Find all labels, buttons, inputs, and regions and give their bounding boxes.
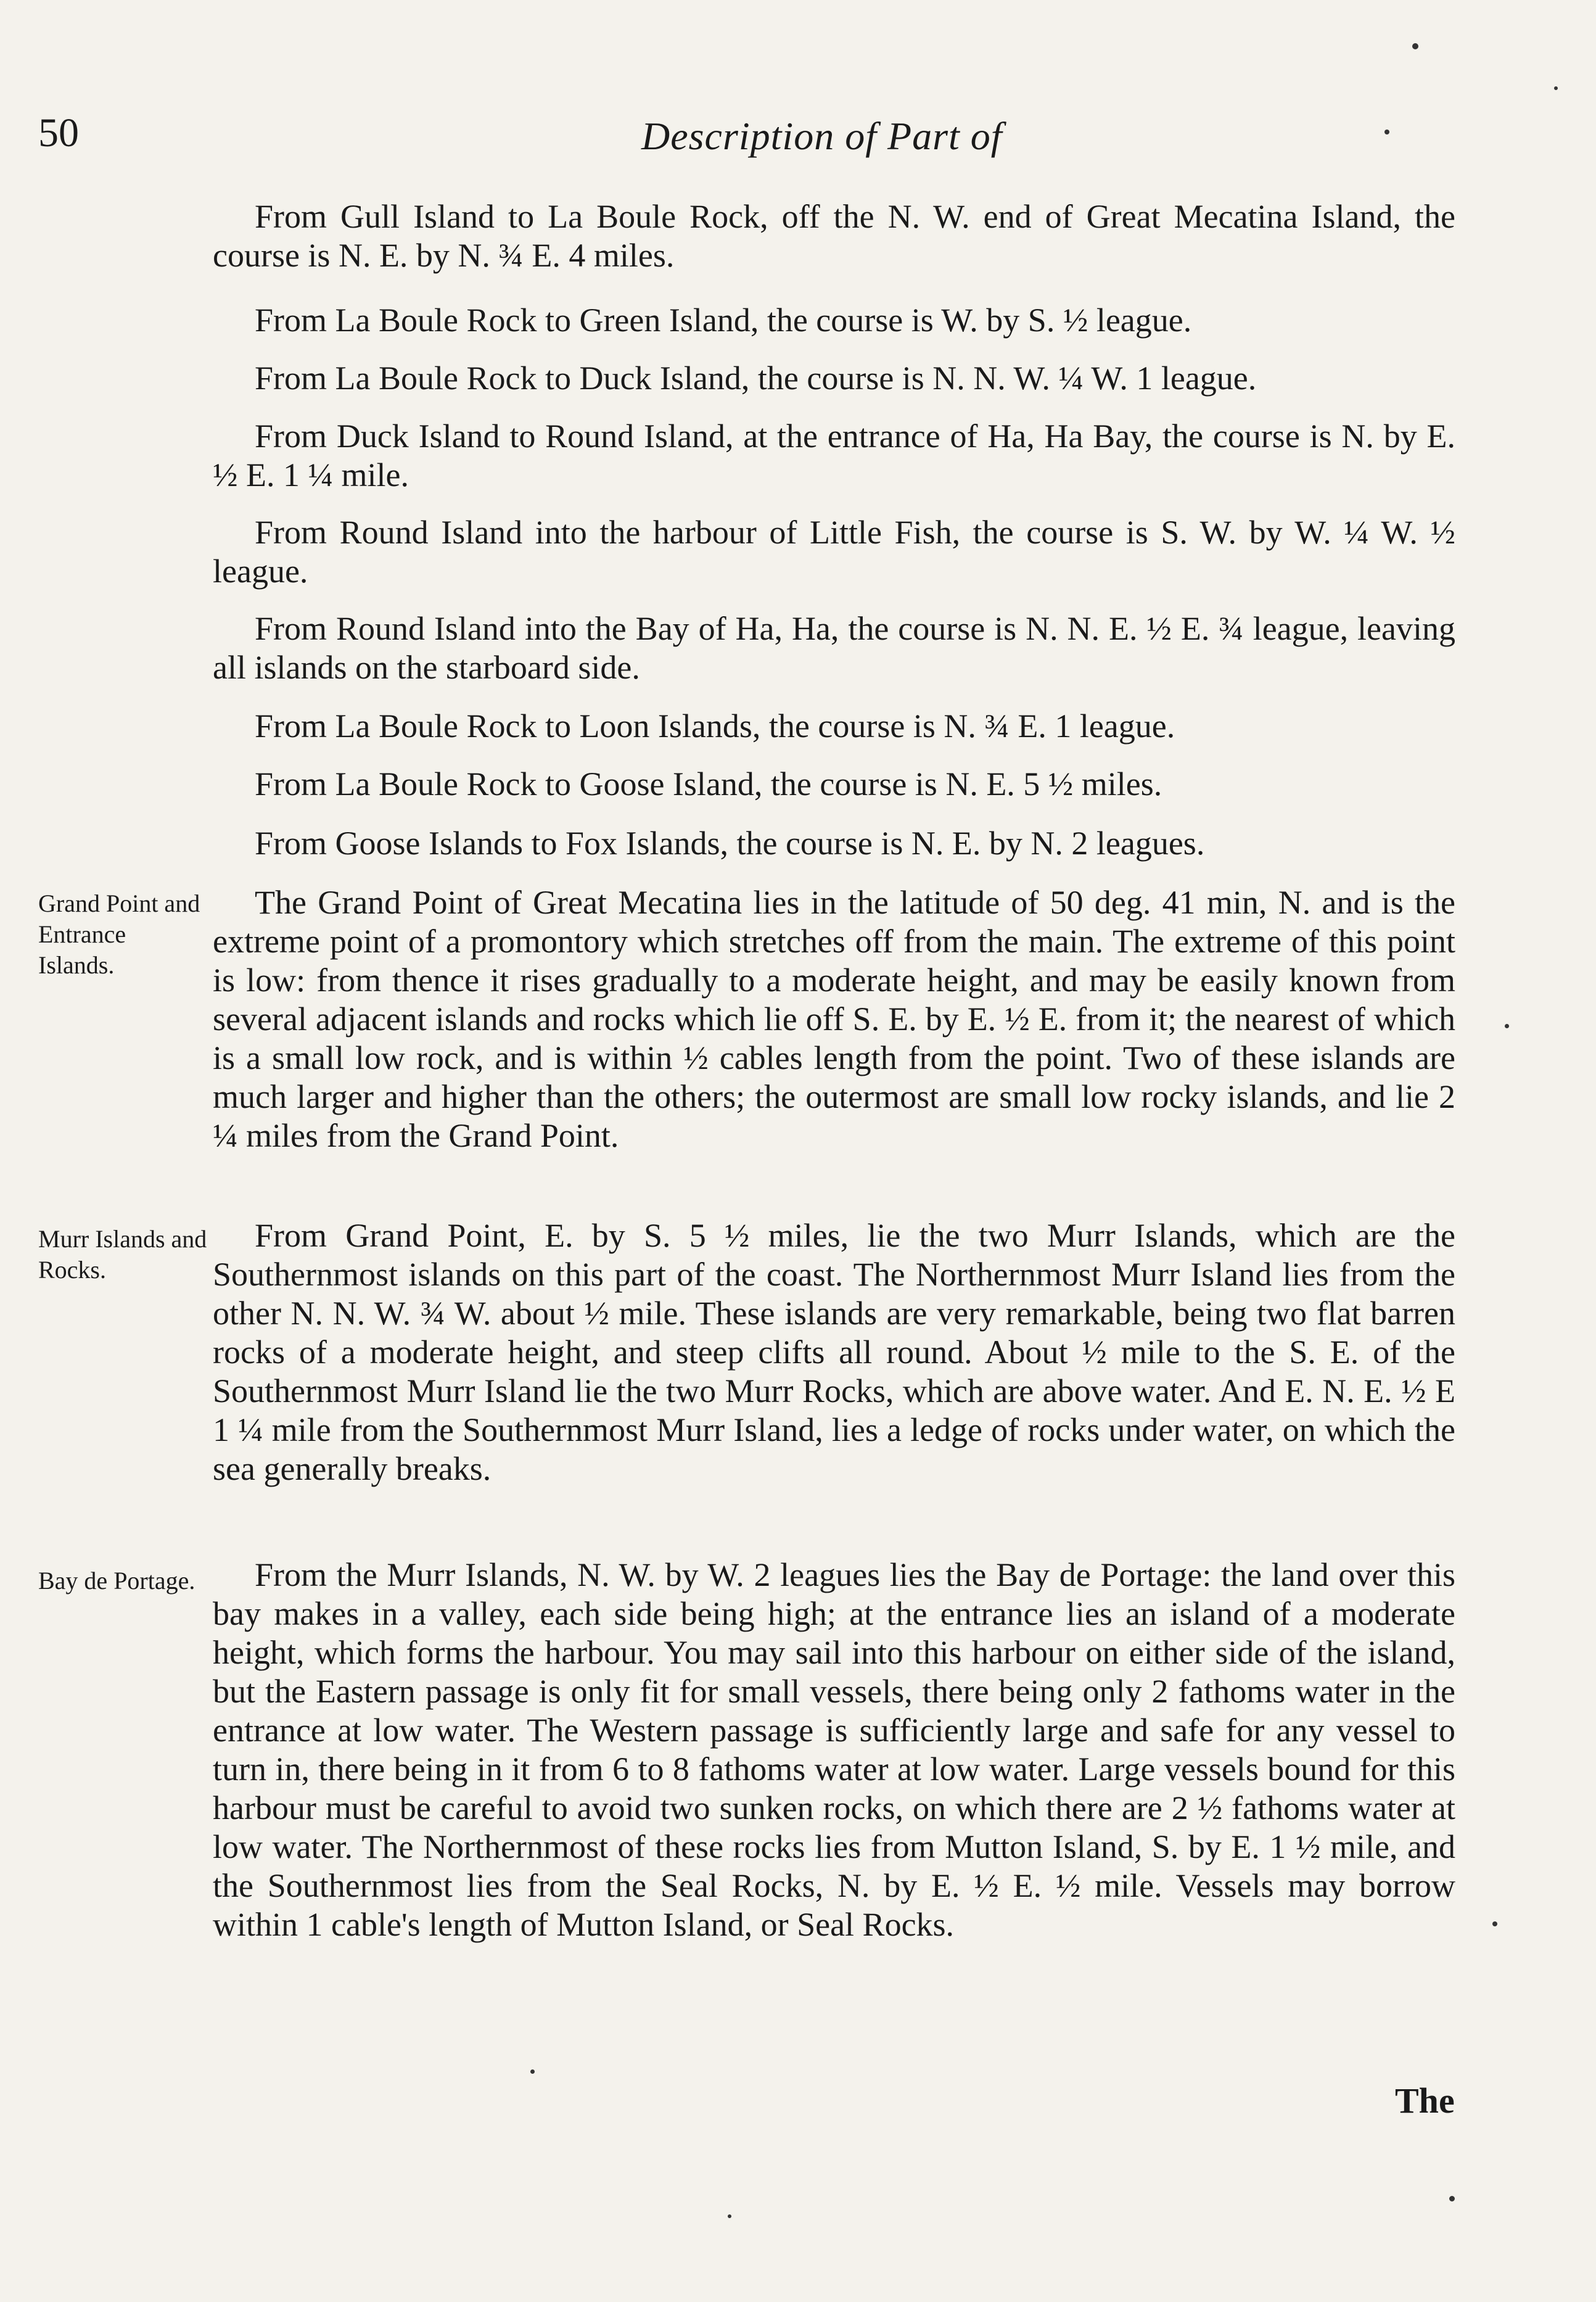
ink-speck: [530, 2069, 535, 2074]
paragraph-grand-point: The Grand Point of Great Mecatina lies in the latitude of 50 deg. 41 min, N. and is the extreme point of a promontory which stretches off from the main. The extreme of this point is low: from thence it rises gradually to a moderate height, and may be easily known from several adjacent islands and rocks which lie off S. E. by E. ½ E. from it; the nearest of which is a small low rock, and is within ½ cables length from the point. Two of these islands are much larger and higher than the others; the outermost are small low rocky islands, and lie 2 ¼ miles from the Grand Point.: [213, 884, 1455, 1154]
paragraph-round-island: From Duck Island to Round Island, at the entrance of Ha, Ha Bay, the course is N. by E. ½ E. 1 ¼ mile.: [213, 418, 1455, 493]
paragraph-murr-islands: From Grand Point, E. by S. 5 ½ miles, lie the two Murr Islands, which are the Southernmost islands on this part of the coast. The Northernmost Murr Island lies from the other N. N. W. ¾ W. about ½ mile. These islands are very remarkable, being two flat barren rocks of a moderate height, and steep clifts all round. About ½ mile to the S. E. of the Southernmost Murr Island lie the two Murr Rocks, which are above water. And E. N. E. ½ E 1 ¼ mile from the Southernmost Murr Island, lies a ledge of rocks under water, on which the sea generally breaks.: [213, 1217, 1455, 1487]
ink-speck: [1505, 1024, 1509, 1028]
ink-speck: [728, 2214, 731, 2218]
catchword: The: [1395, 2081, 1455, 2121]
paragraph-fox-islands: From Goose Islands to Fox Islands, the course is N. E. by N. 2 leagues.: [255, 825, 1205, 862]
page-number: 50: [38, 110, 79, 155]
ink-speck: [1412, 43, 1418, 49]
margin-note-grand-point: Grand Point and Entrance Islands.: [38, 889, 200, 979]
paragraph-duck-island: From La Boule Rock to Duck Island, the course is N. N. W. ¼ W. 1 league.: [255, 360, 1257, 397]
ink-speck: [1554, 86, 1558, 90]
paragraph-green-island: From La Boule Rock to Green Island, the course is W. by S. ½ league.: [255, 302, 1192, 339]
paragraph-little-fish: From Round Island into the harbour of Little Fish, the course is S. W. by W. ¼ W. ½ league.: [213, 514, 1455, 590]
paragraph-bay-de-portage: From the Murr Islands, N. W. by W. 2 leagues lies the Bay de Portage: the land over this bay makes in a valley, each side being high; at the entrance lies an island of a moderate height, which forms the harbour. You may sail into this harbour on either side of the island, but the Eastern passage is only fit for small vessels, there being only 2 fathoms water in the entrance at low water. The Western passage is sufficiently large and safe for any vessel to turn in, there being in it from 6 to 8 fathoms water at low water. Large vessels bound for this harbour must be careful to avoid two sunken rocks, on which there are 2 ½ fathoms water at low water. The Northernmost of these rocks lies from Mutton Island, S. by E. 1 ½ mile, and the Southernmost lies from the Seal Rocks, N. by E. ½ E. ½ mile. Vessels may borrow within 1 cable's length of Mutton Island, or Seal Rocks.: [213, 1556, 1455, 1943]
running-head: Description of Part of: [641, 114, 1003, 158]
margin-note-murr-islands: Murr Islands and Rocks.: [38, 1225, 207, 1284]
paragraph-goose-island: From La Boule Rock to Goose Island, the course is N. E. 5 ½ miles.: [255, 765, 1162, 802]
paragraph-loon-islands: From La Boule Rock to Loon Islands, the course is N. ¾ E. 1 league.: [255, 708, 1175, 745]
paragraph-ha-ha-bay: From Round Island into the Bay of Ha, Ha, the course is N. N. E. ½ E. ¾ league, leaving all islands on the starboard side.: [213, 610, 1455, 686]
paragraph-gull-island: From Gull Island to La Boule Rock, off the N. W. end of Great Mecatina Island, the course is N. E. by N. ¾ E. 4 miles.: [213, 198, 1455, 274]
ink-speck: [1492, 1921, 1497, 1926]
margin-note-bay-de-portage: Bay de Portage.: [38, 1567, 195, 1594]
ink-speck: [1449, 2196, 1455, 2201]
ink-speck: [1384, 130, 1389, 134]
